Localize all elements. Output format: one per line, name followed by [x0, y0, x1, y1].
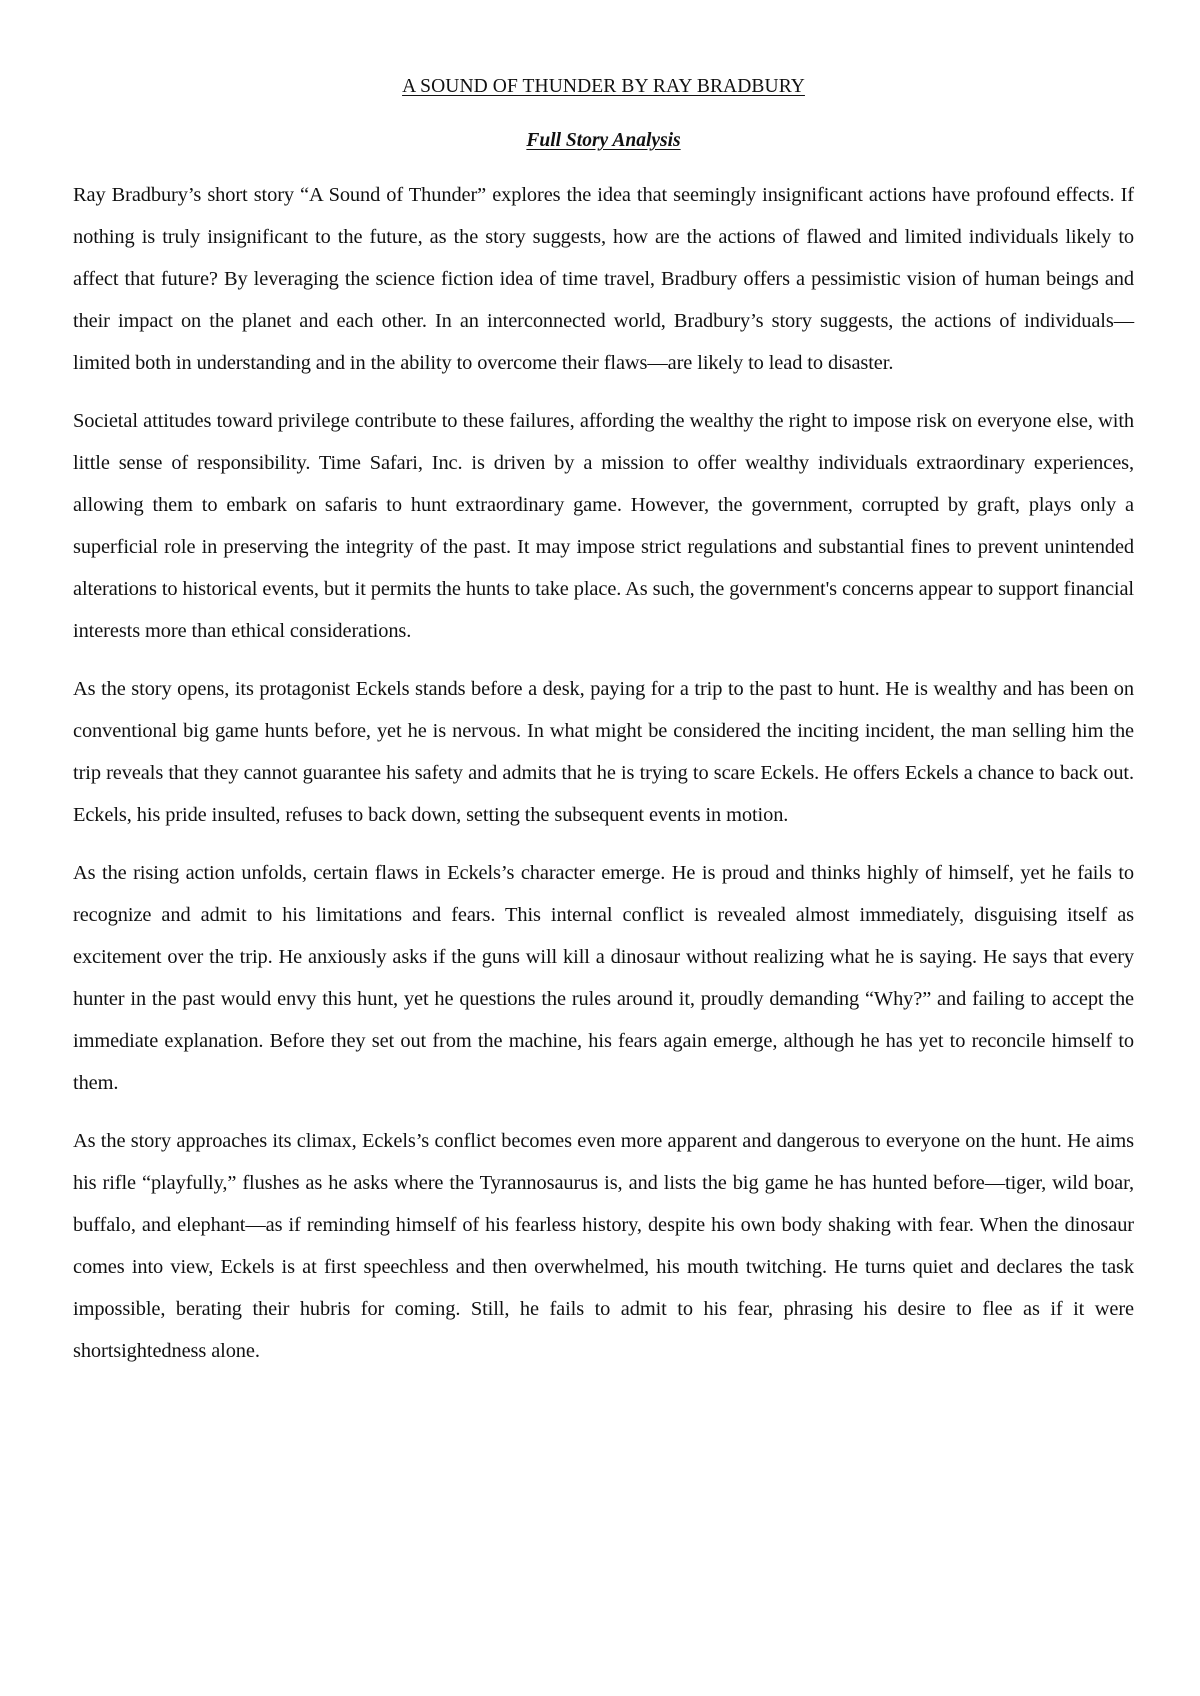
paragraph: Ray Bradbury’s short story “A Sound of Thunder” explores the idea that seemingly insignificant actions have profound effects. If nothing is truly insignificant to the future, as the story suggests, how are the actions of flawed and limited individuals likely to affect that future? By leveraging the science fiction idea of time travel, Bradbury offers a pessimistic vision of human beings and their impact on the planet and each other. In an interconnected world, Bradbury’s story suggests, the actions of individuals—limited both in understanding and in the ability to overcome their flaws—are likely to lead to disaster.	[73, 184, 1134, 374]
paragraph: As the story opens, its protagonist Eckels stands before a desk, paying for a trip to the past to hunt. He is wealthy and has been on conventional big game hunts before, yet he is nervous. In what might be considered the inciting incident, the man selling him the trip reveals that they cannot guarantee his safety and admits that he is trying to scare Eckels. He offers Eckels a chance to back out. Eckels, his pride insulted, refuses to back down, setting the subsequent events in motion.	[73, 678, 1134, 826]
document-subtitle: Full Story Analysis	[526, 130, 681, 151]
document-body	[73, 174, 1134, 1372]
paragraph: Societal attitudes toward privilege contribute to these failures, affording the wealthy the right to impose risk on everyone else, with little sense of responsibility. Time Safari, Inc. is driven by a mission to offer wealthy individuals extraordinary experiences, allowing them to embark on safaris to hunt extraordinary game. However, the government, corrupted by graft, plays only a superficial role in preserving the integrity of the past. It may impose strict regulations and substantial fines to prevent unintended alterations to historical events, but it permits the hunts to take place. As such, the government's concerns appear to support financial interests more than ethical considerations.	[73, 410, 1134, 642]
paragraph: As the rising action unfolds, certain flaws in Eckels’s character emerge. He is proud and thinks highly of himself, yet he fails to recognize and admit to his limitations and fears. This internal conflict is revealed almost immediately, disguising itself as excitement over the trip. He anxiously asks if the guns will kill a dinosaur without realizing what he is saying. He says that every hunter in the past would envy this hunt, yet he questions the rules around it, proudly demanding “Why?” and failing to accept the immediate explanation. Before they set out from the machine, his fears again emerge, although he has yet to reconcile himself to them.	[73, 862, 1134, 1094]
paragraph: As the story approaches its climax, Eckels’s conflict becomes even more apparent and dangerous to everyone on the hunt. He aims his rifle “playfully,” flushes as he asks where the Tyrannosaurus is, and lists the big game he has hunted before—tiger, wild boar, buffalo, and elephant—as if reminding himself of his fearless history, despite his own body shaking with fear. When the dinosaur comes into view, Eckels is at first speechless and then overwhelmed, his mouth twitching. He turns quiet and declares the task impossible, berating their hubris for coming. Still, he fails to admit to his fear, phrasing his desire to flee as if it were shortsightedness alone.	[73, 1130, 1134, 1362]
document-title: A SOUND OF THUNDER BY RAY BRADBURY	[402, 76, 805, 97]
